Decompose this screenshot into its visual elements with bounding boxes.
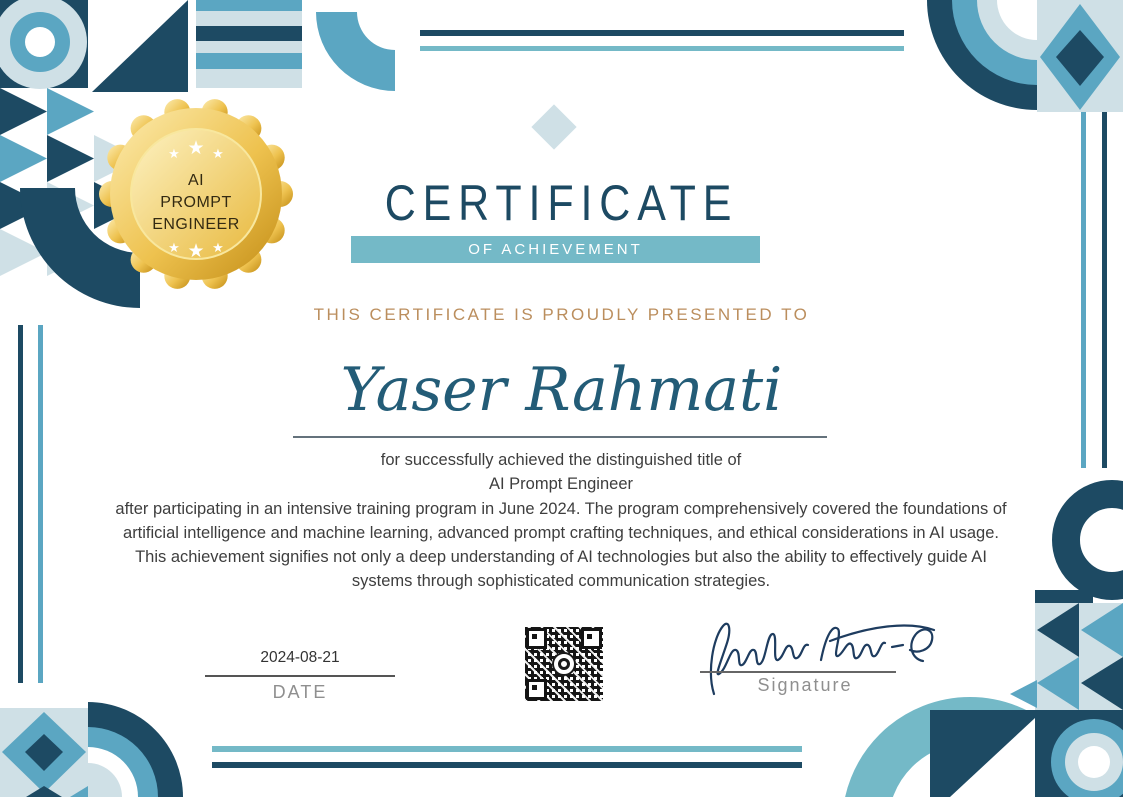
body-text-block <box>107 448 1015 594</box>
corner-decoration-top-right <box>920 0 1123 120</box>
body-line-1: for successfully achieved the distinguished title of <box>380 451 742 469</box>
badge-star-icon: ★ <box>212 241 224 256</box>
badge-star-icon: ★ <box>168 147 180 162</box>
qr-finder-icon <box>526 679 547 700</box>
diamond-icon <box>531 104 576 149</box>
certificate-title: CERTIFICATE <box>384 175 739 231</box>
name-underline <box>293 436 827 438</box>
corner-decoration-bottom-left <box>0 688 210 797</box>
date-value: 2024-08-21 <box>260 649 340 666</box>
recipient-name: Yaser Rahmati <box>340 355 783 425</box>
qr-code <box>525 627 603 701</box>
signature-underline <box>700 671 896 673</box>
badge-text-line: PROMPT <box>160 194 232 211</box>
signature-label: Signature <box>757 675 853 695</box>
qr-center-logo-icon <box>552 652 576 676</box>
qr-finder-icon <box>581 628 602 649</box>
accent-line-top-navy <box>420 30 904 36</box>
badge-star-icon: ★ <box>187 240 205 262</box>
date-underline <box>205 675 395 677</box>
badge-star-icon: ★ <box>168 241 180 256</box>
badge-text-line: ENGINEER <box>152 216 240 233</box>
accent-line-top-teal <box>420 46 904 51</box>
body-paragraph: after participating in an intensive training program in June 2024. The program comprehensively covered the foundations of artificial intelligence and machine learning, advanced prompt crafting techniques, and ethical considerations in AI usage. This achievement signifies not only a deep understanding of AI technologies but also the ability to effectively guide AI systems through sophisticated communication strategies. <box>115 499 1007 591</box>
badge-star-icon: ★ <box>187 137 205 159</box>
presented-line: THIS CERTIFICATE IS PROUDLY PRESENTED TO <box>313 305 810 324</box>
accent-line-bottom-navy <box>212 762 802 768</box>
badge-star-icon: ★ <box>212 147 224 162</box>
date-label: DATE <box>272 682 328 702</box>
accent-line-bottom-teal <box>212 746 802 752</box>
qr-finder-icon <box>526 628 547 649</box>
certificate-subtitle-banner: OF ACHIEVEMENT <box>351 236 760 263</box>
badge-text-line: AI <box>187 172 205 189</box>
achievement-title: AI Prompt Engineer <box>489 475 633 494</box>
